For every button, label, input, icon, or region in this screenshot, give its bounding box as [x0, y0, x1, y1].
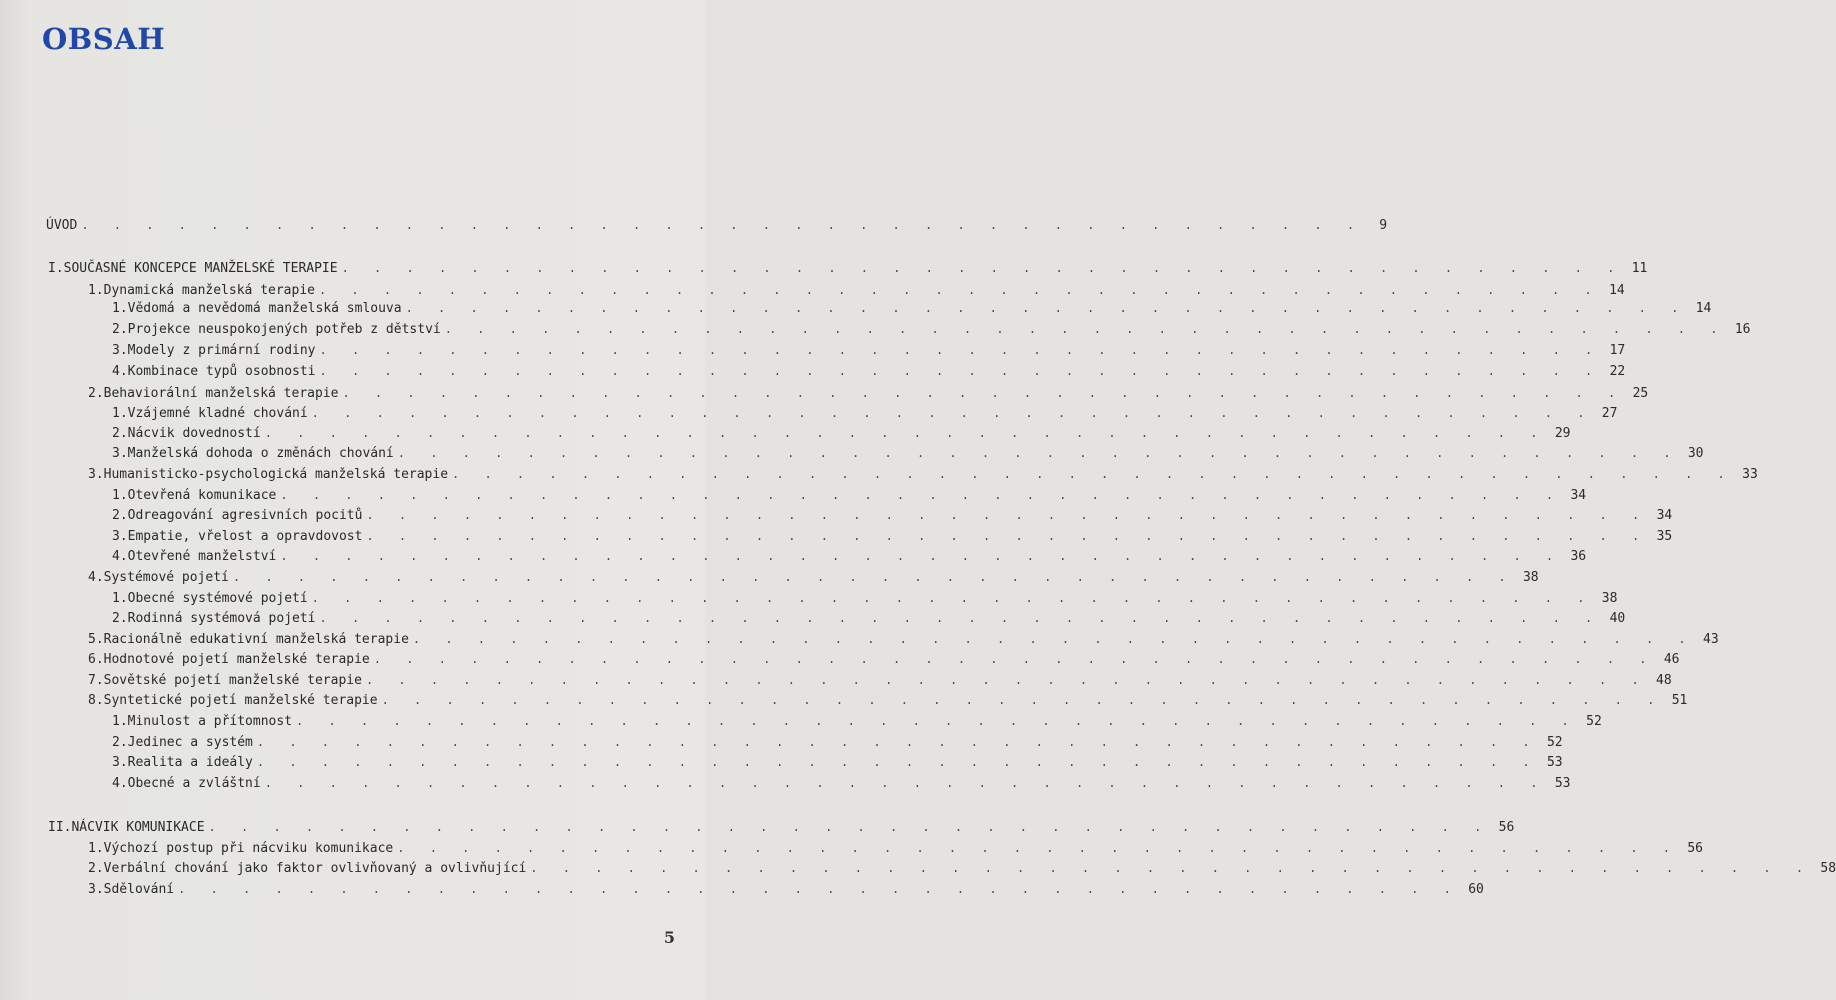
dot-leader: . . . . . . . . . . . . . . . . . . . . . . . . . . . . . . . . . . . . . . . . — [296, 714, 1578, 728]
toc-entry — [112, 341, 1626, 359]
toc-entry — [112, 404, 1618, 422]
dot-leader: . . . . . . . . . . . . . . . . . . . . . . . . . . . . . . . . . . . . . . . . — [311, 591, 1594, 605]
toc-entry-number: 3. — [88, 467, 104, 482]
toc-entry — [88, 384, 1649, 402]
toc-entry-page: 14 — [1609, 283, 1625, 298]
toc-entry-number: 5. — [88, 632, 104, 647]
toc-entry-page: 34 — [1570, 488, 1587, 503]
toc-entry-page: 16 — [1734, 322, 1751, 337]
toc-entry-number: 1. — [88, 841, 104, 856]
toc-entry-page: 53 — [1554, 776, 1571, 791]
toc-entry-page: 60 — [1468, 882, 1484, 897]
toc-entry — [112, 609, 1626, 627]
toc-entry — [88, 281, 1625, 299]
toc-entry-number: 2. — [112, 508, 128, 523]
toc-entry-page: 35 — [1656, 529, 1673, 544]
page-title: OBSAH — [42, 22, 166, 56]
toc-entry-title: Vzájemné kladné chování — [127, 406, 308, 421]
toc-entry-number: 8. — [88, 693, 104, 708]
toc-entry-number: 4. — [112, 549, 128, 564]
toc-entry-number: 1. — [112, 301, 128, 316]
toc-entry-title: Rodinná systémová pojetí — [127, 611, 316, 626]
toc-entry-number: 6. — [88, 652, 104, 667]
dot-leader: . . . . . . . . . . . . . . . . . . . . . . . . . . . . . . . . . . . . . . . . — [373, 652, 1656, 666]
toc-entry-title: Otevřená komunikace — [127, 488, 277, 503]
toc-entry — [112, 424, 1571, 442]
toc-entry-page: 48 — [1656, 673, 1672, 688]
toc-entry-title: Sovětské pojetí manželské terapie — [103, 673, 362, 688]
toc-entry — [112, 444, 1704, 462]
toc-entry — [112, 547, 1587, 565]
toc-entry-page: 25 — [1632, 386, 1649, 401]
toc-entry-title: Projekce neuspokojených potřeb z dětství — [127, 322, 441, 337]
toc-entry-number: 2. — [112, 611, 128, 626]
toc-entry-page: 34 — [1656, 508, 1673, 523]
toc-entry-title: Otevřené manželství — [127, 549, 277, 564]
toc-entry-number: 4. — [112, 776, 128, 791]
toc-entry-number: 7. — [88, 673, 104, 688]
toc-entry — [112, 589, 1618, 607]
toc-entry — [112, 733, 1563, 751]
dot-leader: . . . . . . . . . . . . . . . . . . . . . . . . . . . . . . . . . . . . . . . . — [397, 841, 1679, 855]
dot-leader: . . . . . . . . . . . . . . . . . . . . . . . . . . . . . . . . . . . . . . . . — [264, 776, 1547, 790]
toc-entry-number: 3. — [112, 343, 128, 358]
toc-entry — [112, 506, 1673, 524]
toc-entry-title: Kombinace typů osobnosti — [127, 364, 316, 379]
dot-leader: . . . . . . . . . . . . . . . . . . . . . . . . . . . . . . . . . . . . . . . . — [280, 488, 1563, 502]
dot-leader: . . . . . . . . . . . . . . . . . . . . . . . . . . . . . . . . . . . . . . . . — [232, 570, 1515, 584]
toc-entry-page: 43 — [1703, 632, 1719, 647]
dot-leader: . . . . . . . . . . . . . . . . . . . . . . . . . . . . . . . . . . . . . . . . — [208, 820, 1491, 834]
toc-entry — [88, 650, 1680, 668]
toc-entry-title: Minulost a přítomnost — [127, 714, 293, 729]
dot-leader: . . . . . . . . . . . . . . . . . . . . . . . . . . . . . . . . . . . . . . . . — [319, 611, 1602, 625]
page-number: 5 — [663, 928, 675, 947]
toc-entry-page: 52 — [1546, 735, 1563, 750]
toc-entry-number: 1. — [112, 406, 128, 421]
dot-leader: . . . . . . . . . . . . . . . . . . . . . . . . . . . . . . . . . . . . . . . . — [256, 735, 1539, 749]
toc-entry-page: 46 — [1663, 652, 1680, 667]
toc-entry-number: 1. — [112, 714, 128, 729]
toc-entry — [112, 753, 1563, 771]
toc-entry-page: 58 — [1820, 861, 1836, 876]
toc-entry-number: 2. — [88, 861, 104, 876]
toc-entry — [48, 259, 1648, 277]
toc-entry-page: 36 — [1570, 549, 1587, 564]
toc-entry — [112, 527, 1673, 545]
toc-entry-title: Odreagování agresivních pocitů — [127, 508, 363, 523]
toc-entry-number: 3. — [112, 755, 128, 770]
toc-entry-title: Humanisticko-psychologická manželská terapie — [103, 467, 449, 482]
toc-entry-page: 52 — [1586, 714, 1602, 729]
toc-entry-number: 2. — [88, 386, 104, 401]
toc-entry-number: 4. — [112, 364, 128, 379]
toc-entry-page: 51 — [1671, 693, 1688, 708]
dot-leader: . . . . . . . . . . . . . . . . . . . . . . . . . . . . . . . . . . . . . . . . — [319, 343, 1602, 357]
toc-entry-number: 3. — [88, 882, 104, 897]
toc-entry-page: 38 — [1601, 591, 1618, 606]
dot-leader: . . . . . . . . . . . . . . . . . . . . . . . . . . . . . . . . . . . . . . . . — [412, 632, 1695, 646]
toc-entry-title: Syntetické pojetí manželské terapie — [103, 693, 378, 708]
dot-leader: . . . . . . . . . . . . . . . . . . . . . . . . . . . . . . . . . . . . . . . . — [452, 467, 1734, 481]
toc-entry-title: Hodnotové pojetí manželské terapie — [103, 652, 370, 667]
toc-entry-number: 1. — [88, 283, 104, 298]
dot-leader: . . . . . . . . . . . . . . . . . . . . . . . . . . . . . . . . . . . . . . . . — [342, 386, 1625, 400]
dot-leader: . . . . . . . . . . . . . . . . . . . . . . . . . . . . . . . . . . . . . . . . — [365, 673, 1648, 687]
toc-entry-title: Realita a ideály — [127, 755, 253, 770]
toc-entry-page: 14 — [1695, 301, 1712, 316]
toc-entry-title: Jedinec a systém — [127, 735, 253, 750]
toc-entry-page: 33 — [1742, 467, 1758, 482]
toc-entry — [112, 712, 1602, 730]
toc-entry — [112, 362, 1626, 380]
toc-entry — [112, 486, 1587, 504]
dot-leader: . . . . . . . . . . . . . . . . . . . . . . . . . . . . . . . . . . . . . . . . — [178, 882, 1460, 896]
dot-leader: . . . . . . . . . . . . . . . . . . . . . . . . . . . . . . . . . . . . . . . . — [81, 218, 1364, 232]
toc-entry-page: 38 — [1522, 570, 1539, 585]
toc-entry-number: 2. — [112, 322, 128, 337]
toc-entry — [88, 691, 1688, 709]
toc-entry — [88, 465, 1758, 483]
dot-leader: . . . . . . . . . . . . . . . . . . . . . . . . . . . . . . . . . . . . . . . . — [319, 364, 1602, 378]
toc-entry-number: 1. — [112, 488, 128, 503]
dot-leader: . . . . . . . . . . . . . . . . . . . . . . . . . . . . . . . . . . . . . . . . — [397, 446, 1680, 460]
toc-entry-number: II. — [48, 820, 72, 835]
toc-entry-title: Racionálně edukativní manželská terapie — [103, 632, 409, 647]
toc-entry-title: Verbální chování jako faktor ovlivňovaný a ovlivňující — [103, 861, 527, 876]
toc-entry — [88, 671, 1672, 689]
dot-leader: . . . . . . . . . . . . . . . . . . . . . . . . . . . . . . . . . . . . . . . . — [280, 549, 1563, 563]
dot-leader: . . . . . . . . . . . . . . . . . . . . . . . . . . . . . . . . . . . . . . . . — [366, 508, 1649, 522]
dot-leader: . . . . . . . . . . . . . . . . . . . . . . . . . . . . . . . . . . . . . . . . — [530, 861, 1813, 875]
toc-entry — [112, 299, 1712, 317]
toc-entry-title: SOUČASNÉ KONCEPCE MANŽELSKÉ TERAPIE — [63, 261, 338, 276]
toc-entry-title: Nácvik dovedností — [127, 426, 261, 441]
toc-entry — [88, 839, 1703, 857]
toc-entry — [112, 320, 1751, 338]
toc-entry-page: 27 — [1601, 406, 1618, 421]
toc-entry-title: Výchozí postup při nácviku komunikace — [103, 841, 394, 856]
dot-leader: . . . . . . . . . . . . . . . . . . . . . . . . . . . . . . . . . . . . . . . . — [264, 426, 1547, 440]
toc-entry-title: Dynamická manželská terapie — [103, 283, 315, 298]
toc-entry-title: Behaviorální manželská terapie — [103, 386, 339, 401]
toc-entry-title: Obecné systémové pojetí — [127, 591, 308, 606]
toc-entry-title: Obecné a zvláštní — [127, 776, 261, 791]
dot-leader: . . . . . . . . . . . . . . . . . . . . . . . . . . . . . . . . . . . . . . . . — [366, 529, 1649, 543]
dot-leader: . . . . . . . . . . . . . . . . . . . . . . . . . . . . . . . . . . . . . . . . — [381, 693, 1664, 707]
toc-entry-title: Manželská dohoda o změnách chování — [127, 446, 394, 461]
toc-entry-page: 56 — [1687, 841, 1703, 856]
toc-entry-page: 40 — [1609, 611, 1626, 626]
dot-leader: . . . . . . . . . . . . . . . . . . . . . . . . . . . . . . . . . . . . . . . . — [444, 322, 1727, 336]
toc-entry-title: NÁCVIK KOMUNIKACE — [71, 820, 205, 835]
dot-leader: . . . . . . . . . . . . . . . . . . . . . . . . . . . . . . . . . . . . . . . . — [341, 261, 1624, 275]
dot-leader: . . . . . . . . . . . . . . . . . . . . . . . . . . . . . . . . . . . . . . . . — [318, 283, 1601, 297]
toc-entry — [46, 216, 1388, 234]
toc-entry-page: 30 — [1687, 446, 1704, 461]
toc-entry-page: 11 — [1631, 261, 1648, 276]
toc-entry-page: 22 — [1609, 364, 1626, 379]
toc-entry-number: 4. — [88, 570, 104, 585]
toc-entry-page: 53 — [1546, 755, 1563, 770]
dot-leader: . . . . . . . . . . . . . . . . . . . . . . . . . . . . . . . . . . . . . . . . — [256, 755, 1539, 769]
toc-entry-title: Sdělování — [103, 882, 175, 897]
toc-entry-title: ÚVOD — [46, 218, 78, 233]
toc-entry — [88, 568, 1539, 586]
dot-leader: . . . . . . . . . . . . . . . . . . . . . . . . . . . . . . . . . . . . . . . . — [311, 406, 1594, 420]
toc-entry — [112, 774, 1571, 792]
toc-entry-title: Empatie, vřelost a opravdovost — [127, 529, 363, 544]
dot-leader: . . . . . . . . . . . . . . . . . . . . . . . . . . . . . . . . . . . . . . . . — [405, 301, 1688, 315]
toc-entry-title: Modely z primární rodiny — [127, 343, 316, 358]
toc-entry-title: Systémové pojetí — [103, 570, 229, 585]
toc-entry-page: 9 — [1379, 218, 1388, 233]
toc-entry — [88, 630, 1719, 648]
toc-entry-number: 1. — [112, 591, 128, 606]
toc-entry — [48, 818, 1515, 836]
toc-entry-page: 17 — [1609, 343, 1626, 358]
toc-entry-title: Vědomá a nevědomá manželská smlouva — [127, 301, 402, 316]
toc-entry — [88, 880, 1484, 898]
toc-entry-number: 2. — [112, 735, 128, 750]
toc-entry-page: 29 — [1554, 426, 1571, 441]
toc-entry — [88, 859, 1836, 877]
toc-entry-number: I. — [48, 261, 64, 276]
toc-entry-number: 3. — [112, 529, 128, 544]
toc-entry-number: 2. — [112, 426, 128, 441]
toc-entry-page: 56 — [1498, 820, 1515, 835]
toc-entry-number: 3. — [112, 446, 128, 461]
